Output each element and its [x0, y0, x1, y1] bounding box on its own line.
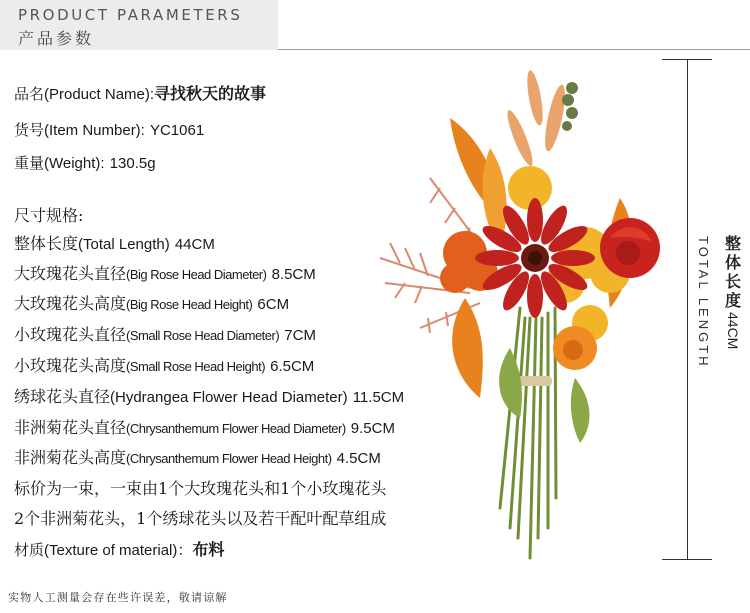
size-row-cn: 非洲菊花头直径	[14, 418, 127, 437]
size-row-en: (Big Rose Head Diameter)	[126, 267, 267, 282]
size-row-cn: 小玫瑰花头直径	[14, 325, 127, 344]
material-label: 材质(Texture of material)：	[14, 542, 193, 559]
size-row-value: 8.5CM	[271, 266, 316, 283]
size-row	[14, 294, 289, 315]
size-row-cn: 大玫瑰花头高度	[14, 294, 127, 313]
dimension-line	[687, 59, 688, 559]
weight-value: 130.5g	[109, 155, 156, 172]
size-row-en: (Hydrangea Flower Head Diameter)	[110, 389, 348, 406]
material-value: 布料	[192, 540, 225, 559]
size-row-value: 11.5CM	[352, 389, 405, 406]
size-heading: 尺寸规格:	[14, 206, 84, 225]
dimension-label-cn: 整 体 长 度 44CM	[724, 234, 741, 350]
size-row-en: (Big Rose Head Height)	[126, 297, 253, 312]
size-row-en: (Small Rose Head Diameter)	[126, 328, 280, 343]
item-number-value: YC1061	[149, 122, 205, 139]
size-row-en: (Small Rose Head Height)	[126, 359, 266, 374]
size-row	[14, 387, 404, 408]
price-note-line-1: 标价为一束，一束由1个大玫瑰花头和1个小玫瑰花头	[14, 479, 387, 498]
size-row	[14, 234, 215, 255]
product-name-label: 品名(Product Name):	[14, 86, 155, 103]
size-row	[14, 356, 314, 377]
measurement-disclaimer: 实物人工测量会存在些许误差，敬请谅解	[8, 591, 228, 604]
section-header	[0, 0, 278, 50]
size-row-cn: 大玫瑰花头直径	[14, 264, 127, 283]
item-number-row	[14, 120, 204, 141]
size-row-cn: 非洲菊花头高度	[14, 448, 127, 467]
size-row-value: 4.5CM	[336, 450, 381, 467]
size-row-cn: 小玫瑰花头高度	[14, 356, 127, 375]
bouquet-image	[360, 58, 680, 578]
product-name-row	[14, 84, 266, 105]
size-row-en: (Total Length)	[78, 236, 170, 253]
size-row	[14, 418, 395, 439]
price-note-line-2: 2个非洲菊花头，1个绣球花头以及若干配叶配草组成	[14, 509, 387, 528]
weight-row	[14, 153, 156, 174]
size-row	[14, 325, 316, 346]
size-row-cn: 整体长度	[14, 234, 79, 253]
size-row-value: 44CM	[174, 236, 215, 253]
size-row-cn: 绣球花头直径	[14, 387, 111, 406]
header-divider	[278, 49, 750, 50]
size-row	[14, 448, 381, 469]
dimension-bottom-tick	[662, 559, 712, 560]
product-name-value: 寻找秋天的故事	[154, 84, 267, 103]
size-row-en: (Chrysanthemum Flower Head Diameter)	[126, 421, 346, 436]
dimension-label-en: TOTAL LENGTH	[696, 236, 711, 369]
size-row-value: 6.5CM	[270, 358, 315, 375]
size-row-value: 6CM	[257, 296, 290, 313]
section-title-cn: 产品参数	[18, 29, 95, 48]
item-number-label: 货号(Item Number):	[14, 122, 145, 139]
section-title-en: PRODUCT PARAMETERS	[18, 6, 243, 24]
weight-label: 重量(Weight):	[14, 155, 105, 172]
material-row	[14, 540, 224, 561]
size-row-value: 9.5CM	[350, 420, 395, 437]
size-row-en: (Chrysanthemum Flower Head Height)	[126, 451, 332, 466]
size-row	[14, 264, 316, 285]
size-row-value: 7CM	[284, 327, 316, 344]
